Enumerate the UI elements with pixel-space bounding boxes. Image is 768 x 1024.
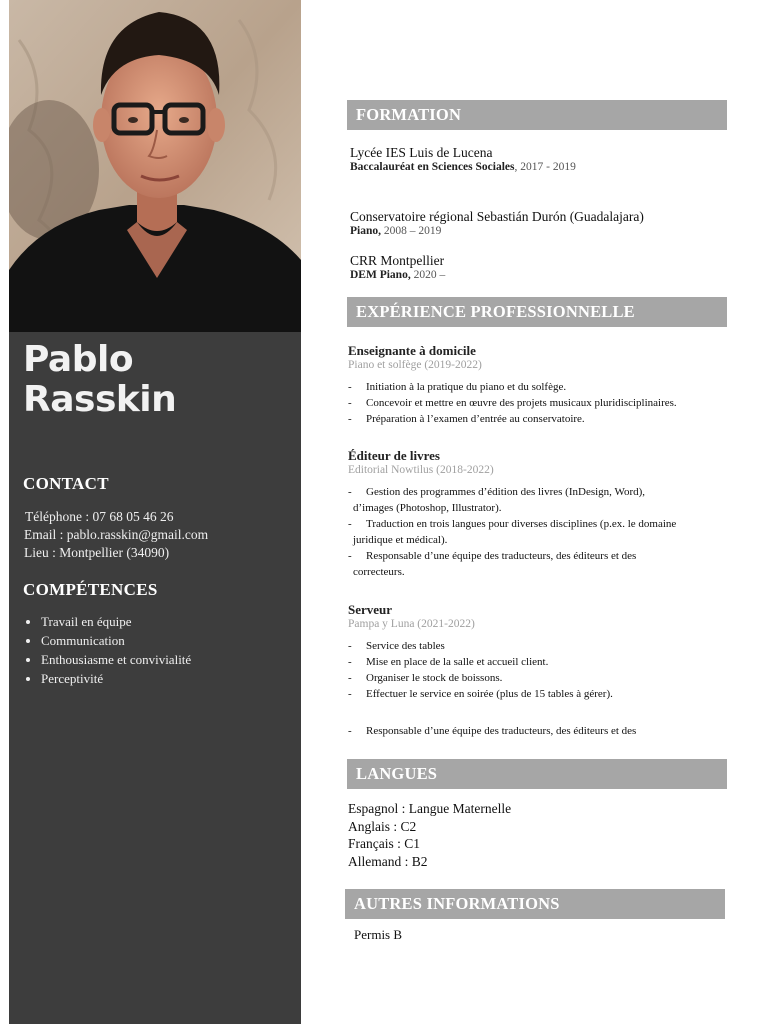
language-item: Anglais : C2: [348, 819, 417, 834]
languages-heading: LANGUES: [347, 759, 727, 789]
sidebar: [9, 0, 301, 1024]
formation-dates: , 2017 - 2019: [514, 161, 576, 173]
formation-school: Lycée IES Luis de Lucena: [350, 145, 493, 160]
skill-item: • Travail en équipe: [41, 612, 191, 631]
skills-list: [23, 612, 191, 688]
language-item: Français : C1: [348, 836, 420, 851]
job-bullet-continuation: correcteurs.: [353, 566, 405, 578]
job-bullet: - Organiser le stock de boissons.: [348, 672, 503, 684]
formation-details: [350, 225, 441, 237]
contact-phone: Téléphone : 07 68 05 46 26: [25, 509, 174, 524]
formation-dates: 2008 – 2019: [381, 225, 442, 237]
formation-details: [350, 269, 445, 281]
formation-degree: Baccalauréat en Sciences Sociales: [350, 161, 515, 173]
language-item: Allemand : B2: [348, 854, 428, 869]
contact-location: Lieu : Montpellier (34090): [24, 545, 170, 560]
last-name: Rasskin: [23, 379, 177, 420]
first-name: Pablo: [23, 339, 134, 380]
job-company: Piano et solfège (2019-2022): [348, 359, 482, 371]
job-company: Pampa y Luna (2021-2022): [348, 618, 475, 630]
profile-photo: [9, 0, 301, 332]
formation-degree: Piano,: [350, 225, 381, 237]
job-bullet: - Responsable d’une équipe des traducteurs, des éditeurs et des: [348, 550, 637, 562]
contact-heading: CONTACT: [23, 474, 109, 493]
job-bullet: - Responsable d’une équipe des traducteurs, des éditeurs et des: [348, 725, 637, 737]
job-title: Enseignante à domicile: [348, 343, 476, 358]
formation-dates: 2020 –: [410, 269, 446, 281]
formation-details: [350, 161, 576, 173]
job-title: Éditeur de livres: [348, 448, 440, 463]
job-title: Serveur: [348, 602, 393, 617]
skills-heading: COMPÉTENCES: [23, 580, 158, 599]
skill-item: • Communication: [41, 631, 191, 650]
job-bullet: - Traduction en trois langues pour diverses disciplines (p.ex. le domaine: [348, 518, 677, 530]
job-bullet: - Gestion des programmes d’édition des livres (InDesign, Word),: [348, 486, 646, 498]
full-name: [23, 340, 176, 420]
other-heading: AUTRES INFORMATIONS: [345, 889, 725, 919]
job-bullet: - Service des tables: [348, 640, 445, 652]
job-bullet: - Effectuer le service en soirée (plus de 15 tables à gérer).: [348, 688, 613, 700]
job-bullet: - Mise en place de la salle et accueil client.: [348, 656, 549, 668]
formation-degree: DEM Piano,: [350, 269, 411, 281]
other-item: Permis B: [354, 927, 403, 942]
formation-school: CRR Montpellier: [350, 253, 445, 268]
experience-heading: EXPÉRIENCE PROFESSIONNELLE: [347, 297, 727, 327]
job-company: Editorial Nowtilus (2018-2022): [348, 464, 494, 476]
job-bullet-continuation: juridique et médical).: [353, 534, 448, 546]
job-bullet: - Initiation à la pratique du piano et du solfège.: [348, 381, 567, 393]
formation-school: Conservatoire régional Sebastián Durón (Guadalajara): [350, 209, 644, 224]
job-bullet-continuation: d’images (Photoshop, Illustrator).: [353, 502, 502, 514]
language-item: Espagnol : Langue Maternelle: [348, 801, 512, 816]
skill-item: • Perceptivité: [41, 669, 191, 688]
skill-item: • Enthousiasme et convivialité: [41, 650, 191, 669]
job-bullet: - Préparation à l’examen d’entrée au conservatoire.: [348, 413, 585, 425]
contact-email[interactable]: Email : pablo.rasskin@gmail.com: [24, 527, 209, 542]
job-bullet: - Concevoir et mettre en œuvre des projets musicaux pluridisciplinaires.: [348, 397, 677, 409]
formation-heading: FORMATION: [347, 100, 727, 130]
